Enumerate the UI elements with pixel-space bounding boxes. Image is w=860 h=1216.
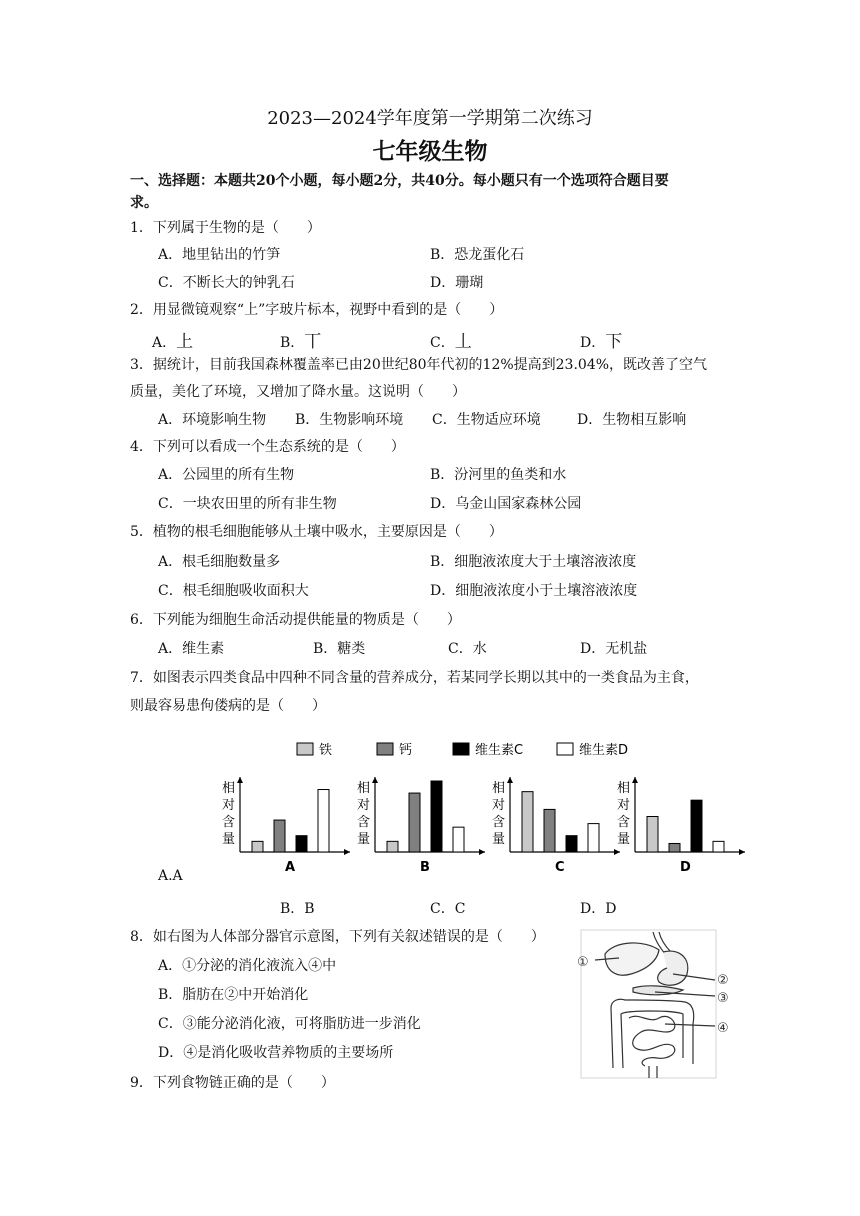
category-label-A: A (285, 860, 296, 875)
x-axis-arrow-D (739, 849, 745, 855)
q2-option-a-label: A． (152, 335, 177, 351)
y-axis-label-char: 对 (617, 798, 631, 813)
q8-option-a[interactable]: A．①分泌的消化液流入④中 (158, 958, 337, 974)
y-axis-label-char: 量 (492, 832, 506, 847)
q1-option-d[interactable]: D．珊瑚 (430, 275, 484, 291)
q5-option-a[interactable]: A．根毛细胞数量多 (158, 554, 281, 570)
y-axis-label-char: 含 (492, 815, 506, 830)
organ-label-4: ④ (717, 1021, 729, 1036)
question-2-stem: 2．用显微镜观察“上”字玻片标本，视野中看到的是（ ） (130, 302, 504, 318)
x-axis-arrow-C (614, 849, 620, 855)
section-heading-cont: 求。 (130, 195, 158, 211)
category-label-B: B (420, 860, 430, 875)
q1-option-c[interactable]: C．不断长大的钟乳石 (158, 275, 295, 291)
q4-option-c[interactable]: C．一块农田里的所有非生物 (158, 496, 337, 512)
question-1-stem: 1．下列属于生物的是（ ） (130, 220, 321, 236)
q2-option-c-label: C． (430, 335, 455, 351)
bar-D-1 (669, 843, 680, 852)
bar-C-3 (588, 824, 599, 852)
question-3-stem-cont: 质量，美化了环境，又增加了降水量。这说明（ ） (130, 384, 466, 400)
y-axis-arrow-A (237, 777, 243, 783)
q2-glyph-d: 下 (605, 332, 623, 352)
y-axis-label-char: 相 (222, 781, 236, 796)
q7-option-c[interactable]: C．C (430, 901, 466, 917)
y-axis-label-char: 相 (617, 781, 631, 796)
y-axis-arrow-C (507, 777, 513, 783)
q7-option-b[interactable]: B．B (280, 901, 315, 917)
bar-B-0 (387, 841, 398, 852)
q2-glyph-a: 上 (176, 332, 194, 352)
bar-D-3 (713, 841, 724, 852)
y-axis-label-char: 对 (222, 798, 236, 813)
question-7-stem: 7．如图表示四类食品中四种不同含量的营养成分，若某同学长期以其中的一类食品为主食， (130, 670, 699, 686)
label-line-4 (665, 1024, 715, 1026)
q2-option-d[interactable] (580, 327, 622, 352)
q6-option-c[interactable]: C．水 (448, 641, 487, 657)
question-9-stem: 9．下列食物链正确的是（ ） (130, 1075, 335, 1091)
q3-option-d[interactable]: D．生物相互影响 (577, 412, 687, 428)
legend-swatch-2 (453, 743, 469, 755)
bar-D-2 (691, 800, 702, 852)
bar-D-0 (647, 817, 658, 853)
question-8-stem: 8．如右图为人体部分器官示意图，下列有关叙述错误的是（ ） (130, 929, 545, 945)
question-5-stem: 5．植物的根毛细胞能够从土壤中吸水，主要原因是（ ） (130, 524, 503, 540)
q1-option-b[interactable]: B．恐龙蛋化石 (430, 247, 525, 263)
question-3-stem: 3．据统计，目前我国森林覆盖率已由20世纪80年代初的12%提高到23.04%，既改善了空气 (130, 357, 708, 373)
q4-option-a[interactable]: A．公园里的所有生物 (158, 467, 295, 483)
q2-glyph-b: 丅 (304, 332, 322, 352)
q2-option-b-label: B． (280, 335, 305, 351)
bar-C-0 (522, 792, 533, 852)
q2-glyph-c: 丄 (454, 332, 472, 352)
y-axis-arrow-B (372, 777, 378, 783)
q5-option-d[interactable]: D．细胞液浓度小于土壤溶液浓度 (430, 583, 638, 599)
q2-option-d-label: D． (580, 335, 606, 351)
bar-A-0 (252, 841, 263, 852)
q5-option-b[interactable]: B．细胞液浓度大于土壤溶液浓度 (430, 554, 637, 570)
q7-option-d[interactable]: D．D (580, 901, 617, 917)
y-axis-label-char: 量 (617, 832, 631, 847)
y-axis-label-char: 量 (222, 832, 236, 847)
legend-label-0: 铁 (319, 743, 333, 758)
bar-A-3 (318, 790, 329, 852)
legend-swatch-3 (557, 743, 573, 755)
bar-A-2 (296, 836, 307, 852)
y-axis-label-char: 对 (492, 798, 506, 813)
x-axis-arrow-A (344, 849, 350, 855)
y-axis-label-char: 量 (357, 832, 371, 847)
bar-B-2 (431, 781, 442, 852)
legend-swatch-1 (377, 743, 393, 755)
q5-option-c[interactable]: C．根毛细胞吸收面积大 (158, 583, 309, 599)
q4-option-d[interactable]: D．乌金山国家森林公园 (430, 496, 582, 512)
organ-label-3: ③ (717, 991, 729, 1006)
q3-option-a[interactable]: A．环境影响生物 (158, 412, 267, 428)
digestive-system-diagram (575, 928, 735, 1080)
legend-swatch-0 (297, 743, 313, 755)
y-axis-label-char: 含 (357, 815, 371, 830)
bar-A-1 (274, 820, 285, 852)
q6-option-d[interactable]: D．无机盐 (580, 641, 648, 657)
question-4-stem: 4．下列可以看成一个生态系统的是（ ） (130, 439, 405, 455)
subject-title: 七年级生物 (372, 139, 488, 165)
x-axis-arrow-B (479, 849, 485, 855)
legend-label-1: 钙 (399, 743, 413, 758)
organ-label-2: ② (717, 973, 729, 988)
y-axis-label-char: 相 (357, 781, 371, 796)
bar-B-1 (409, 793, 420, 852)
legend-label-3: 维生素D (579, 743, 629, 758)
y-axis-label-char: 对 (357, 798, 371, 813)
stomach (658, 951, 688, 985)
q1-option-a[interactable]: A．地里钻出的竹笋 (158, 247, 281, 263)
y-axis-label-char: 相 (492, 781, 506, 796)
y-axis-label-char: 含 (222, 815, 236, 830)
legend-label-2: 维生素C (475, 743, 524, 758)
q8-option-d[interactable]: D．④是消化吸收营养物质的主要场所 (158, 1045, 394, 1061)
section-heading: 一、选择题：本题共20个小题，每小题2分，共40分。每小题只有一个选项符合题目要 (130, 173, 669, 189)
q4-option-b[interactable]: B．汾河里的鱼类和水 (430, 467, 567, 483)
bar-C-2 (566, 836, 577, 852)
q7-option-a[interactable]: A.A (158, 868, 183, 884)
y-axis-label-char: 含 (617, 815, 631, 830)
q2-option-c[interactable] (430, 327, 472, 352)
bar-C-1 (544, 809, 555, 852)
exam-title: 2023—2024学年度第一学期第二次练习 (267, 108, 593, 129)
q3-option-c[interactable]: C．生物适应环境 (432, 412, 541, 428)
q8-option-c[interactable]: C．③能分泌消化液，可将脂肪进一步消化 (158, 1016, 421, 1032)
organ-label-1: ① (577, 955, 589, 970)
q6-option-a[interactable]: A．维生素 (158, 641, 225, 657)
q2-option-a[interactable] (152, 327, 193, 352)
q2-option-b[interactable] (280, 327, 321, 352)
category-label-C: C (555, 860, 565, 875)
category-label-D: D (680, 860, 691, 875)
q3-option-b[interactable]: B．生物影响环境 (295, 412, 404, 428)
question-6-stem: 6．下列能为细胞生命活动提供能量的物质是（ ） (130, 612, 461, 628)
nutrient-chart (215, 735, 760, 880)
q6-option-b[interactable]: B．糖类 (313, 641, 366, 657)
q8-option-b[interactable]: B．脂肪在②中开始消化 (158, 987, 309, 1003)
bar-B-3 (453, 827, 464, 852)
y-axis-arrow-D (632, 777, 638, 783)
question-7-stem-cont: 则最容易患佝偻病的是（ ） (130, 698, 326, 714)
